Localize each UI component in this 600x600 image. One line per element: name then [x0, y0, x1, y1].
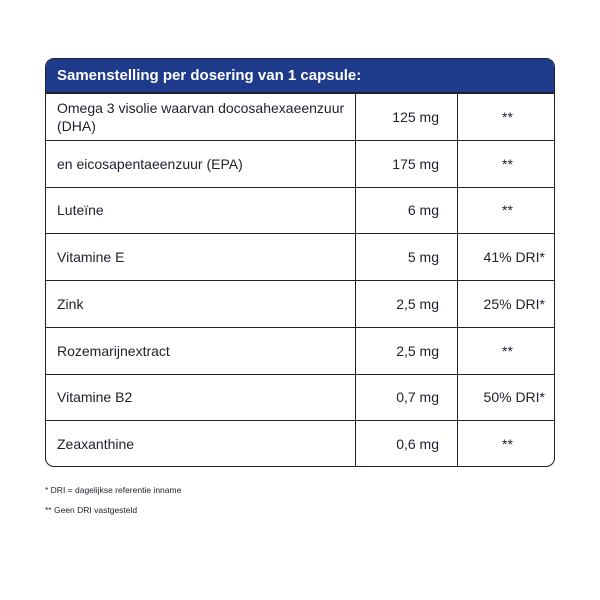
table-row	[46, 327, 554, 374]
ingredient-dri: **	[502, 436, 513, 453]
table-row	[46, 280, 554, 327]
ingredient-name: en eicosapentaeenzuur (EPA)	[46, 141, 356, 187]
ingredient-amount: 175 mg	[356, 141, 458, 187]
ingredient-amount: 2,5 mg	[356, 328, 458, 374]
ingredient-dri: **	[502, 108, 513, 125]
composition-table	[45, 58, 555, 467]
ingredient-amount: 2,5 mg	[356, 281, 458, 327]
ingredient-amount: 0,6 mg	[356, 421, 458, 467]
table-row	[46, 233, 554, 280]
ingredient-dri: **	[502, 202, 513, 219]
table-row	[46, 140, 554, 187]
footnote-no-dri: ** Geen DRI vastgesteld	[45, 505, 138, 515]
ingredient-dri: **	[502, 155, 513, 172]
ingredient-amount: 5 mg	[356, 234, 458, 280]
ingredient-name: Zeaxanthine	[46, 421, 356, 467]
ingredient-amount: 125 mg	[356, 94, 458, 140]
table-row	[46, 374, 554, 421]
ingredient-amount: 6 mg	[356, 188, 458, 234]
ingredient-name: Zink	[46, 281, 356, 327]
ingredient-name: Vitamine B2	[46, 375, 356, 421]
ingredient-dri: **	[502, 342, 513, 359]
ingredient-name: Omega 3 visolie waarvan docosahexaeenzuur (DHA)	[46, 94, 356, 140]
ingredient-dri: 41% DRI*	[483, 249, 545, 266]
ingredient-dri: 50% DRI*	[483, 389, 545, 406]
ingredient-name: Luteïne	[46, 188, 356, 234]
table-header: Samenstelling per dosering van 1 capsule:	[46, 59, 554, 93]
table-row	[46, 420, 554, 467]
table-row	[46, 93, 554, 140]
ingredient-name: Vitamine E	[46, 234, 356, 280]
ingredient-dri: 25% DRI*	[483, 295, 545, 312]
footnote-dri: * DRI = dagelijkse referentie inname	[45, 485, 182, 495]
ingredient-amount: 0,7 mg	[356, 375, 458, 421]
ingredient-name: Rozemarijnextract	[46, 328, 356, 374]
table-row	[46, 187, 554, 234]
